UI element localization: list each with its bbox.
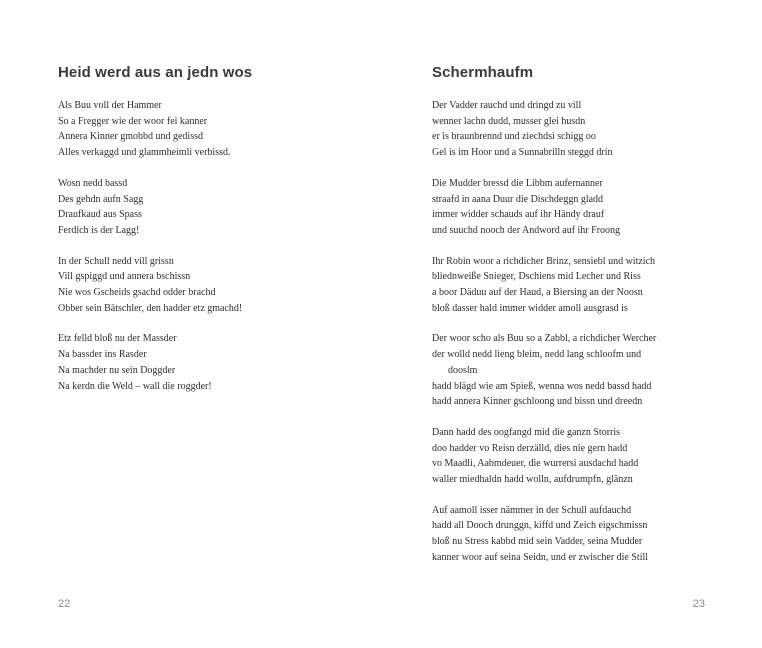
poem-line: kanner woor auf seina Seidn, und er zwischer die Still <box>432 551 649 563</box>
poem-line: wenner lachn dudd, musser glei husdn <box>432 115 586 127</box>
poem-line: Der woor scho als Buu so a Zabbl, a richdicher Wercher <box>432 333 657 345</box>
poem-line: Wosn nedd bassd <box>58 177 128 189</box>
stanza <box>432 503 656 566</box>
right-page <box>381 0 762 648</box>
poem-line: Nie wos Gscheids gsachd odder brachd <box>58 287 216 299</box>
poem-line: hadd annera Kinner gschloong und bissn und dreedn <box>432 396 643 408</box>
poem-line: Als Buu voll der Hammer <box>58 100 162 111</box>
poem-line: doo hadder vo Reisn derzälld, dies nie gern hadd <box>432 442 628 454</box>
poem-line: hadd blägd wie am Spieß, wenna wos nedd bassd hadd <box>432 380 652 392</box>
poem-line: Dann hadd des oogfangd mid die ganzn Storris <box>432 426 621 438</box>
poem-line: hadd all Dooch drunggn, kiffd und Zeich eigschmissn <box>432 520 648 532</box>
poem-line: Auf aamoll isser nämmer in der Schull aufdauchd <box>432 504 632 516</box>
poem-line: Des gehdn aufn Sagg <box>58 193 144 205</box>
poem-title: Heid werd aus an jedn wos <box>58 64 253 81</box>
poem-line: bloß nu Stress kabbd mid sein Vadder, seina Mudder <box>432 536 643 548</box>
poem-line: er is braunbrennd und ziechdsi schigg oo <box>432 131 596 143</box>
poem-line: Etz felld bloß nu der Massder <box>58 333 177 345</box>
poem-line: der wolld nedd lieng bleim, nedd lang schloofm und <box>432 349 642 361</box>
poem-line: So a Fregger wie der woor fei kanner <box>58 115 208 127</box>
poem-line: Gel is im Hoor und a Sunnabrilln steggd drin <box>432 147 613 159</box>
poem-line: Die Mudder bressd die Libbm aufernanner <box>432 177 603 189</box>
stanza <box>432 254 656 317</box>
poem-line-continuation: dooslm <box>448 364 478 376</box>
poem-line: bliednweiße Snieger, Dschiens mid Lecher und Riss <box>432 271 641 283</box>
poem-line: vo Maadli, Aabmdeuer, die wurrersi ausdachd hadd <box>432 458 639 470</box>
poem-title: Schermhaufm <box>432 64 534 81</box>
stanza <box>432 176 656 239</box>
poem-line: bloß dasser hald immer widder amoll ausgrasd is <box>432 302 628 314</box>
poem-line: Na machder nu sein Doggder <box>58 364 176 376</box>
poem-line: Draufkaud aus Spass <box>58 209 142 221</box>
stanza <box>432 331 656 410</box>
poem-line: In der Schull nedd vill grissn <box>58 255 174 267</box>
poem-line: Obber sein Bätschler, den hadder etz gmachd! <box>58 302 243 314</box>
poem-line: Alles verkaggd und glammheimli verbissd. <box>58 147 231 159</box>
stanza <box>58 176 242 239</box>
poem-line: und suuchd nooch der Andword auf ihr Froong <box>432 224 621 236</box>
page-number: 22 <box>58 598 71 610</box>
stanza <box>432 425 656 488</box>
poem-line: Ferdich is der Lagg! <box>58 224 140 236</box>
page-number: 23 <box>692 598 705 610</box>
stanza <box>58 331 242 394</box>
poem-line: immer widder schauds auf ihr Händy drauf <box>432 209 605 221</box>
stanza <box>58 254 242 317</box>
poem-line: Vill gspiggd und annera bschissn <box>58 271 191 283</box>
stanza <box>432 98 656 161</box>
poem-line: Annera Kinner gmobbd und gedissd <box>58 131 203 143</box>
stanza <box>58 98 242 161</box>
poem-line: straafd in aana Duur die Dischdeggn gladd <box>432 193 604 205</box>
poem-line: Ihr Robin woor a richdicher Brinz, sensiebl und witzich <box>432 255 655 267</box>
poem-line: a boor Däduu auf der Haud, a Biersing an der Noosn <box>432 287 643 299</box>
poem-line: Na bassder ins Rasder <box>58 349 147 361</box>
poem-line: Der Vadder rauchd und dringd zu vill <box>432 100 582 111</box>
poem-body <box>58 98 242 409</box>
poem-body <box>432 98 656 581</box>
poem-line: Na kerdn die Weld – wall die roggder! <box>58 380 212 392</box>
poem-line: waller miedhaldn hadd wolln, aufdrumpfn, glänzn <box>432 474 633 486</box>
